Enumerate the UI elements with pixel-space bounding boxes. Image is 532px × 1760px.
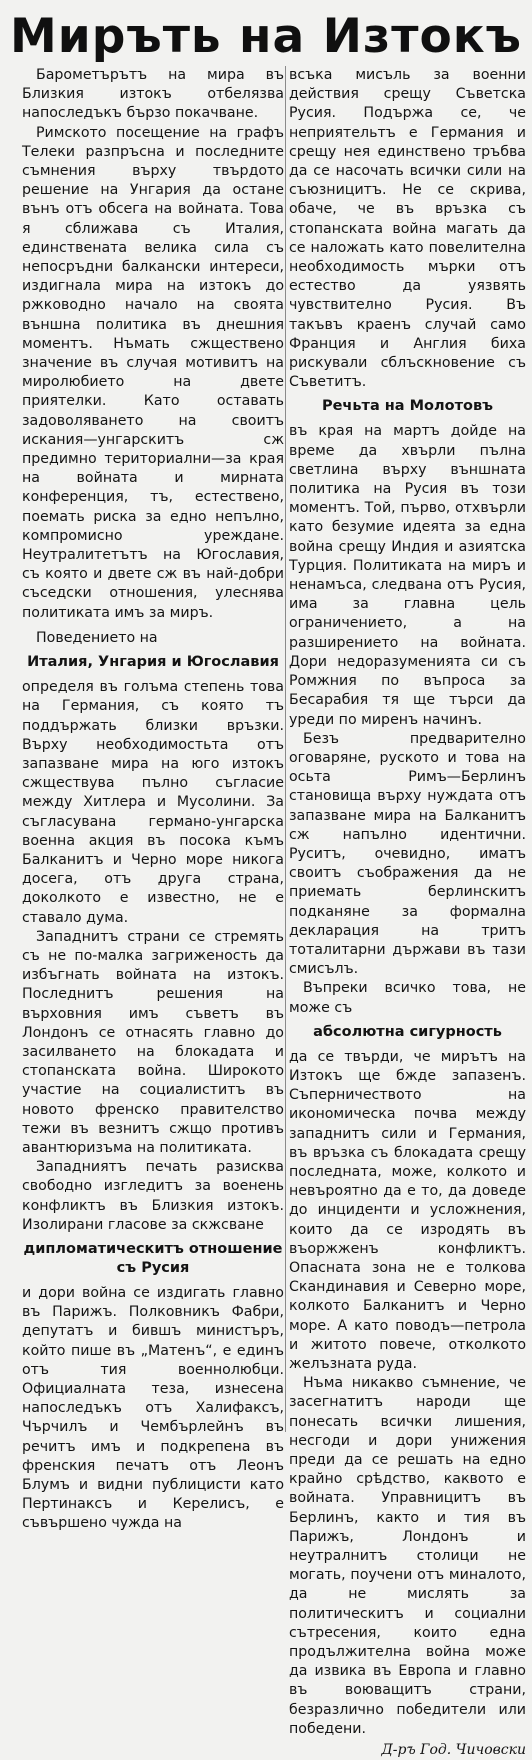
author-signature: Д-ръ Год. Чичовски [381,1742,526,1759]
paragraph: всъка мисъль за военни действия срещу Съветска Русия. Подържа се, че неприятельтъ е Германия и срещу нея единствено тръбва да се насочать всички сили на съюзницитъ. Не се скрива, обаче, че въ връзка съ стопанската война магать да се наложать като повелителна необходимость мърки отъ естество да уязвять чувствително Русия. Въ такъвъ краенъ случай само Франция и Англия биха рискували сблъскновение съ Съветитъ. [289,67,526,391]
paragraph: въ края на мартъ дойде на време да хвърли пълна светлина върху външната политика на Русия въ този моментъ. Той, първо, отхвърли като безумие идеята за една война срещу Индия и азиятска Турция. Политиката на миръ и ненамъса, следвана отъ Русия, има за главна цель ограничението, а на разширението на войната. Дори недоразуменията си съ Ромжния по въпроса за Бесарабия тя ще търси да уреди по миренъ начинъ. [289,423,526,728]
paragraph: и дори война се издигать главно въ Парижъ. Полковникъ Фабри, депутатъ и бившъ министъръ, който пише въ „Матенъ“, е единъ отъ тия военнолюбци. Официалната теза, изнесена напоследъкъ отъ Халифаксъ, Чърчилъ и Чембърлейнъ въ речитъ имъ и подкрепена въ френския печатъ отъ Леонъ Блумъ и видни публицисти като Пертинаксъ и Керелисъ, е съвършено чужда на [22,1284,284,1532]
article-title: Миръть на Изтокъ [10,9,522,64]
paragraph: Безъ предварително оговаряне, руското и това на осьта Римъ—Берлинъ становища върху нуждата отъ запазване мира на Балканитъ сж напълно идентични. Руситъ, очевидно, иматъ своитъ съображения да не приемать берлинскитъ подканяне за формална декларация на тритъ тоталитарни държави въ тази смисълъ. [289,730,526,978]
paragraph: Западниятъ печать разисква свободно изгледитъ за военень конфликтъ въ Близкия изтокъ. Изолирани гласове за скжсване [22,1159,284,1233]
subheading: Речьта на Молотовъ [321,398,494,415]
paragraph: Барометърътъ на мира въ Близкия изтокъ отбелязва напоследъкъ бързо покачване. [22,67,284,122]
right-column [289,66,526,1759]
subheading: абсолютна сигурность [313,1023,502,1040]
paragraph: Въпреки всичко това, не може съ [289,980,526,1016]
subheading: Италия, Унгария и Югославия [27,654,279,671]
left-column [22,66,284,1532]
paragraph: Западнитъ страни се стремять съ не по-малка загриженость да избъгнать войната на изтокъ. Последнитъ решения на върховния имъ съветъ въ Лондонъ се отнасять главно до засилването на блокадата и стопанската война. Широкото участие на социалиститъ въ новото френско правителство тежи въ везнитъ сжщо противъ авантюризъма на политиката. [22,928,284,1156]
column-divider [285,66,286,1432]
paragraph: Нъма никакво съмнение, че засегнатитъ народи ще понесать всички лишения, несгоди и дори унижения преди да се решать на едно крайно срѣдство, каквото е войната. Управницитъ въ Берлинъ, както и тия въ Парижъ, Лондонъ и неутралнитъ столици не могать, поучени отъ миналото, да не мислять за политическитъ и социални сътресения, които една продължителна война може да извика въ Европа и главно въ воюващитъ страни, безразлично победители или победени. [289,1375,526,1737]
paragraph: Римското посещение на графъ Телеки разпръсна и последните съмнения върху твърдото решение на Унгария да остане вънъ отъ обсега на войната. Това я сближава съ Италия, единствената велика сила съ непосръдни балкански интереси, издигнала мира на изтокъ до ржководно начало на своята външна политика въ днешния моментъ. Нъмать сжществено значение въ случая мотивитъ на миролюбието на двете приятелки. Като оставать задоволяването на своитъ искания—унгарскитъ сж предимно териториални—за края на войната и мирната конференция, тъ, естествено, поемать риска за едно непълно, компромисно уреждане. Неутралитетътъ на Югославия, съ която и двете сж въ най-добри съседски отношения, улеснява политиката имъ за миръ. [22,124,284,621]
paragraph: да се твърди, че мирътъ на Изтокъ ще бжде запазенъ. Съперничеството на икономическа почва между западнитъ сили и Германия, въ връзка съ блокадата срещу последната, може, колкото и невъроятно да е то, да доведе до инциденти и усложнения, които да се изродять въ въоржженъ конфликтъ. Опасната зона не е толкова Скандинавия и Северно море, колкото Балканитъ и Черно море. А като поводъ—петрола и житото повече, отколкото желъзната руда. [289,1048,526,1372]
subheading-lead: Поведението на [36,629,158,646]
paragraph: определя въ голъма степень това на Германия, съ която тъ поддържать близки връзки. Върху необходимостьта отъ запазване мира на юго изтокъ сжществува пълно съгласие между Хитлера и Мусолини. За съгласувана германо-унгарска военна акция въ посока къмъ Балканитъ и Черно море никога досега, отъ друга страна, доколкото е известно, не е ставало дума. [22,679,284,926]
subheading: дипломатическитъ отношение съ Русия [23,1240,283,1276]
